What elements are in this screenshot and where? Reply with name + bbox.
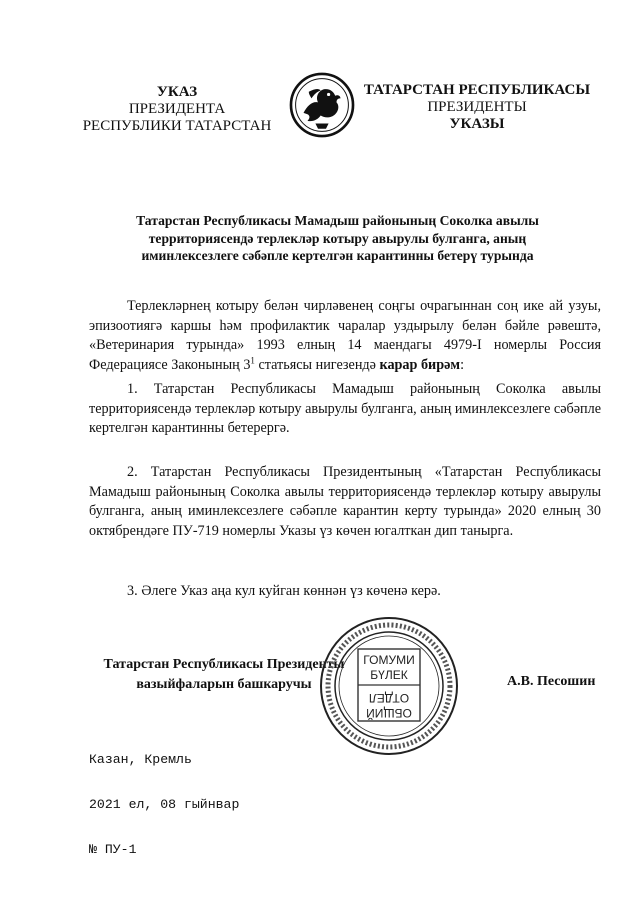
signatory-name: А.В. Песошин xyxy=(507,674,596,689)
date-line: 2021 ел, 08 гыйнвар xyxy=(89,797,240,812)
preamble-paragraph xyxy=(89,297,601,375)
tatarstan-emblem-icon xyxy=(289,72,355,138)
stamp-line4: ОТДЕЛ xyxy=(368,691,410,705)
preamble-colon: : xyxy=(460,356,465,373)
decree-title xyxy=(100,212,575,265)
header-right-line3: УКАЗЫ xyxy=(449,116,505,132)
stamp-line2: БҮЛЕК xyxy=(370,668,408,682)
signatory-position-line2: вазыйфаларын башкаручы xyxy=(136,676,312,692)
article-number: 3 xyxy=(243,356,251,373)
place-date-number xyxy=(89,722,239,887)
header-left-line3: РЕСПУБЛИКИ ТАТАРСТАН xyxy=(82,118,272,134)
decision-phrase: карар бирәм xyxy=(379,356,461,373)
place-line: Казан, Кремль xyxy=(89,752,192,767)
clause-3: 3. Әлеге Указ аңа кул куйган көннән үз көченә керә. xyxy=(127,583,441,599)
stamp-line1: ГОМУМИ xyxy=(363,653,415,667)
clause-1: 1. Татарстан Республикасы Мамадыш районының Соколка авылы территориясендә терлекләр котыру авырулы булганга, аның иминлексезлеге сәбәпле кертелгән карантинны бетерергә. xyxy=(89,381,601,436)
stamp-line3: ОБЩИЙ xyxy=(366,706,412,720)
preamble-tail: статьясы нигезендә xyxy=(254,356,380,373)
number-line: № ПУ-1 xyxy=(89,842,137,857)
preamble-text: Терлекләрнең котыру белән чирләвенең соңгы очрагыннан соң ике ай узуы, эпизоотиягә каршы һәм профилактик чаралар уздырылу белән бәйле рәвештә, «Ветеринария турында» 1993 елның 14 маендагы 4979-I номерлы Россия Федерациясе Законының xyxy=(89,298,601,373)
header-right-line1: ТАТАРСТАН РЕСПУБЛИКАСЫ xyxy=(363,82,591,98)
header-right-line2: ПРЕЗИДЕНТЫ xyxy=(427,99,527,115)
header-left-line1: УКАЗ xyxy=(156,84,198,100)
title-line3: иминлексезлеге сәбәпле кертелгән карантинны бетерү турында xyxy=(141,248,534,263)
clause-2: 2. Татарстан Республикасы Президентының «Татарстан Республикасы Мамадыш районының Соколка авылы территориясендә терлекләр котыру авырулы булганга, аның иминлексезлеге сәбәпле карантин керту турында» 2020 елның 30 октябрендәге ПУ-719 номерлы Указы үз көчен югалткан дип танырга. xyxy=(89,464,601,539)
signatory-position-line1: Татарстан Республикасы Президенты xyxy=(103,657,345,672)
header-russian xyxy=(68,84,286,135)
general-department-stamp xyxy=(318,615,460,757)
title-line2: территориясендә терлекләр котыру авырулы булганга, аның xyxy=(148,230,527,246)
header-left-line2: ПРЕЗИДЕНТА xyxy=(128,101,226,117)
title-line1: Татарстан Республикасы Мамадыш районының Соколка авылы xyxy=(136,213,539,228)
article-superscript: 1 xyxy=(250,354,255,365)
header-tatar xyxy=(362,82,592,133)
